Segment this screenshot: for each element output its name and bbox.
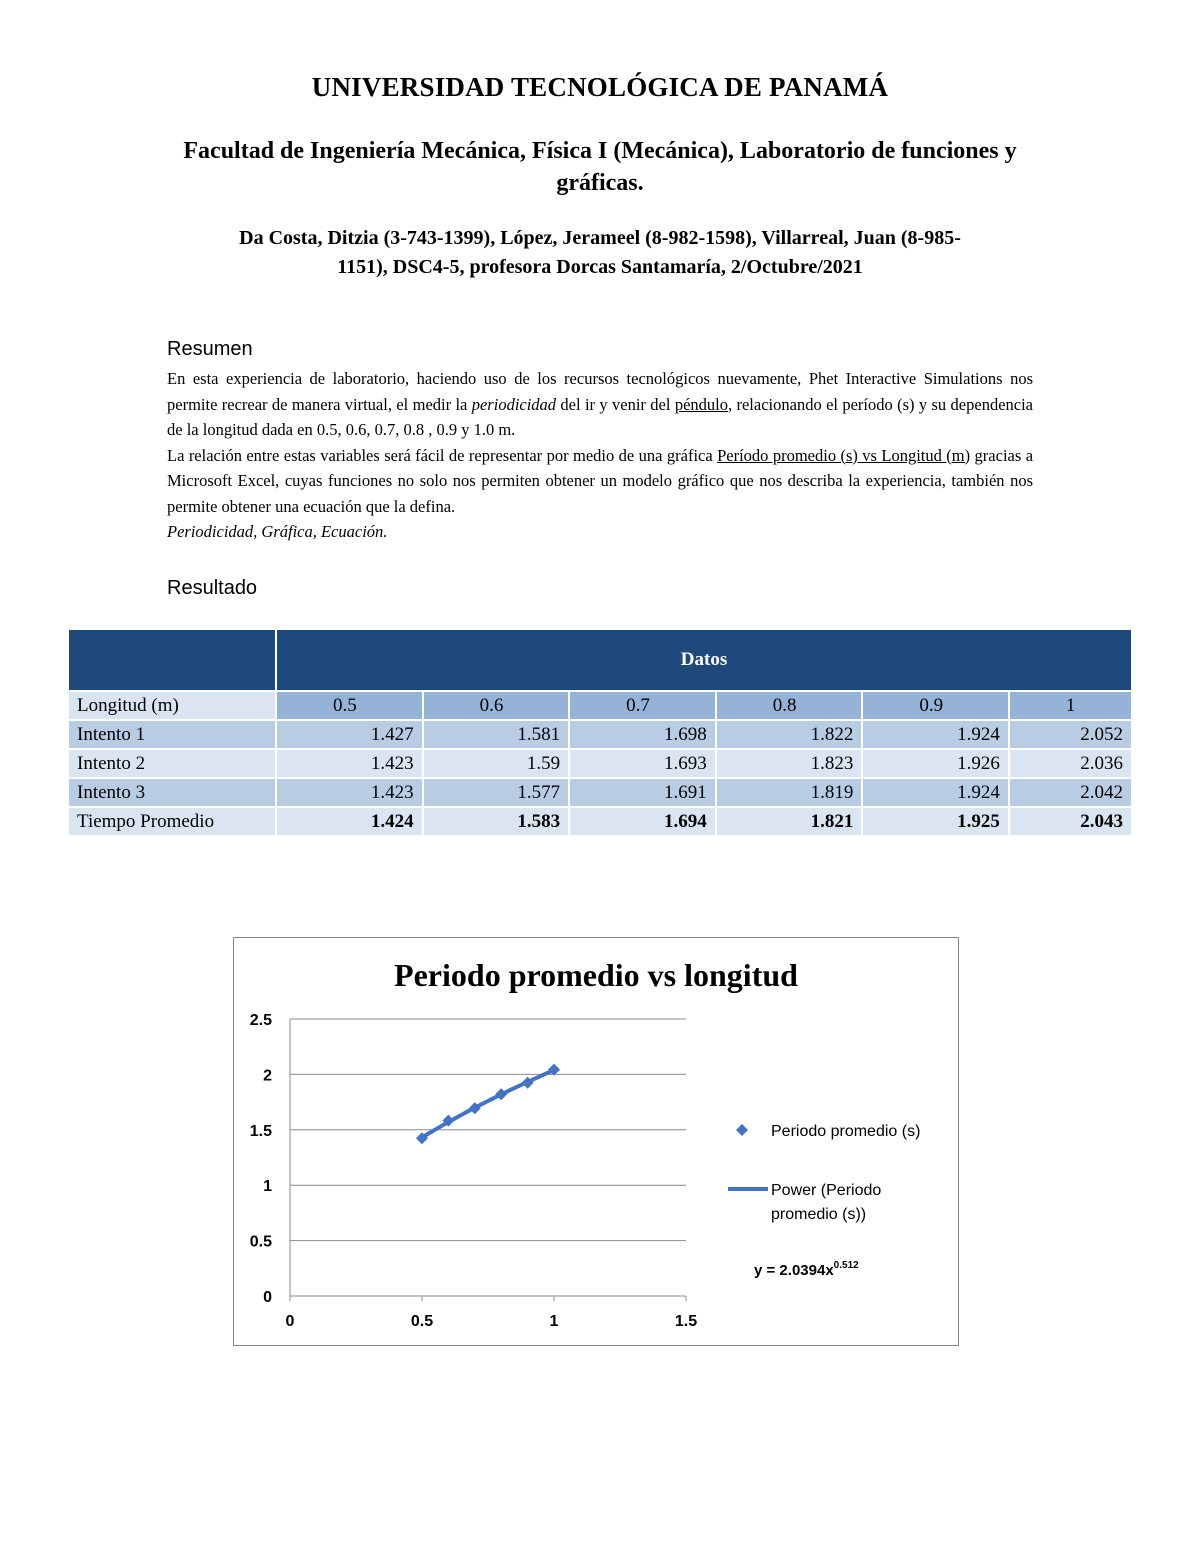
table-header-blank [69, 630, 275, 690]
table-header-row [69, 630, 1131, 690]
table-cell: 0.7 [570, 692, 715, 719]
abstract-text [167, 366, 1033, 545]
table-cell: 1.694 [570, 808, 715, 835]
authors-block [160, 224, 1040, 282]
table-cell: 2.052 [1010, 721, 1131, 748]
y-tick-label: 1 [263, 1178, 272, 1196]
abstract-p1-text-a: En esta experiencia de laboratorio, haciendo uso de los recursos tecnológicos nuevamente, Phet Interactive Simulations nos permite recrear de manera virtual, el medir la [167, 369, 1033, 414]
table-header-datos: Datos [277, 630, 1131, 690]
table-cell: 1.577 [424, 779, 569, 806]
table-cell: 2.042 [1010, 779, 1131, 806]
lab-subtitle: Facultad de Ingeniería Mecánica, Física I (Mecánica), Laboratorio de funciones y gráficas. [183, 138, 1017, 196]
table-cell: 1.583 [424, 808, 569, 835]
legend-label-scatter: Periodo promedio (s) [771, 1123, 921, 1140]
authors-line-2: 1151), DSC4-5, profesora Dorcas Santamaría, 2/Octubre/2021 [337, 256, 863, 278]
table-cell: 1.698 [570, 721, 715, 748]
table-cell: 1.925 [863, 808, 1008, 835]
table-cell: 1.424 [277, 808, 422, 835]
table-row-label: Intento 1 [69, 721, 275, 748]
table-cell: 0.5 [277, 692, 422, 719]
abstract-paragraph-1 [167, 366, 1033, 443]
table-row-label: Intento 3 [69, 779, 275, 806]
abstract-p2-text-b: gracias a Microsoft Excel, cuyas funciones no solo nos permiten obtener un modelo gráfico que nos describa la experiencia, también nos permite obtener una ecuación que la defina. [167, 445, 1034, 516]
x-tick-label: 1.5 [674, 1313, 698, 1330]
table-cell: 1.926 [863, 750, 1008, 777]
table-cell: 1.59 [424, 750, 569, 777]
legend-marker-scatter [736, 1124, 748, 1136]
period-vs-length-chart [234, 938, 958, 1345]
table-cell: 2.043 [1010, 808, 1131, 835]
trendline-equation: $y = 2.0394x^{0.512}$ [754, 1260, 859, 1279]
table-cell: 1.581 [424, 721, 569, 748]
data-table [67, 628, 1133, 837]
table-row-label: Intento 2 [69, 750, 275, 777]
table-cell: 1 [1010, 692, 1131, 719]
resumen-heading: Resumen [167, 338, 253, 360]
abstract-p1-periodicidad: periodicidad [471, 394, 557, 414]
table-cell: 1.691 [570, 779, 715, 806]
table-row [69, 721, 1131, 748]
abstract-p2-text-a: La relación entre estas variables será fácil de representar por medio de una gráfica [167, 445, 718, 465]
table-cell: 1.693 [570, 750, 715, 777]
chart-title: Periodo promedio vs longitud [394, 957, 798, 993]
keywords: Periodicidad, Gráfica, Ecuación. [167, 522, 388, 541]
table-cell: 1.423 [277, 750, 422, 777]
x-tick-label: 0 [285, 1313, 295, 1330]
legend-label-trendline: Power (Periodo promedio (s)) [771, 1182, 882, 1223]
table-cell: 1.427 [277, 721, 422, 748]
abstract-p1-pendulo: péndulo [674, 394, 728, 414]
table-cell: 1.823 [717, 750, 862, 777]
table-cell: 1.924 [863, 721, 1008, 748]
abstract-p1-text-c: , relacionando el período (s) y su dependencia de la longitud dada en 0.5, 0.6, 0.7, 0.8 , 0.9 y 1.0 m. [167, 394, 1033, 439]
abstract-paragraph-2 [167, 443, 1033, 520]
table-cell: 0.6 [424, 692, 569, 719]
university-title: UNIVERSIDAD TECNOLÓGICA DE PANAMÁ [311, 72, 889, 102]
resultado-heading: Resultado [167, 577, 258, 599]
table-row [69, 808, 1131, 835]
power-trendline [422, 1070, 554, 1138]
y-tick-label: 1.5 [249, 1122, 272, 1140]
table-row [69, 750, 1131, 777]
table-row [69, 779, 1131, 806]
table-cell: 0.9 [863, 692, 1008, 719]
table-row-label: Longitud (m) [69, 692, 275, 719]
table-cell: 1.423 [277, 779, 422, 806]
y-tick-label: 0 [263, 1289, 272, 1306]
table-cell: 1.822 [717, 721, 862, 748]
table-cell: 0.8 [717, 692, 862, 719]
y-tick-label: 2 [263, 1067, 272, 1085]
y-tick-label: 2.5 [249, 1012, 272, 1029]
table-cell: 2.036 [1010, 750, 1131, 777]
abstract-p1-text-b: del ir y venir del [556, 394, 675, 414]
table-cell: 1.819 [717, 779, 862, 806]
table-cell: 1.924 [863, 779, 1008, 806]
x-tick-label: 0.5 [410, 1313, 434, 1330]
y-tick-label: 0.5 [249, 1233, 272, 1251]
authors-line-1: Da Costa, Ditzia (3-743-1399), López, Jerameel (8-982-1598), Villarreal, Juan (8-985- [239, 227, 961, 249]
chart-container [233, 937, 959, 1346]
table-cell: 1.821 [717, 808, 862, 835]
table-row-label: Tiempo Promedio [69, 808, 275, 835]
x-tick-label: 1 [549, 1313, 559, 1330]
abstract-p2-graph-ref: Período promedio (s) vs Longitud (m) [717, 445, 971, 465]
table-row [69, 692, 1131, 719]
